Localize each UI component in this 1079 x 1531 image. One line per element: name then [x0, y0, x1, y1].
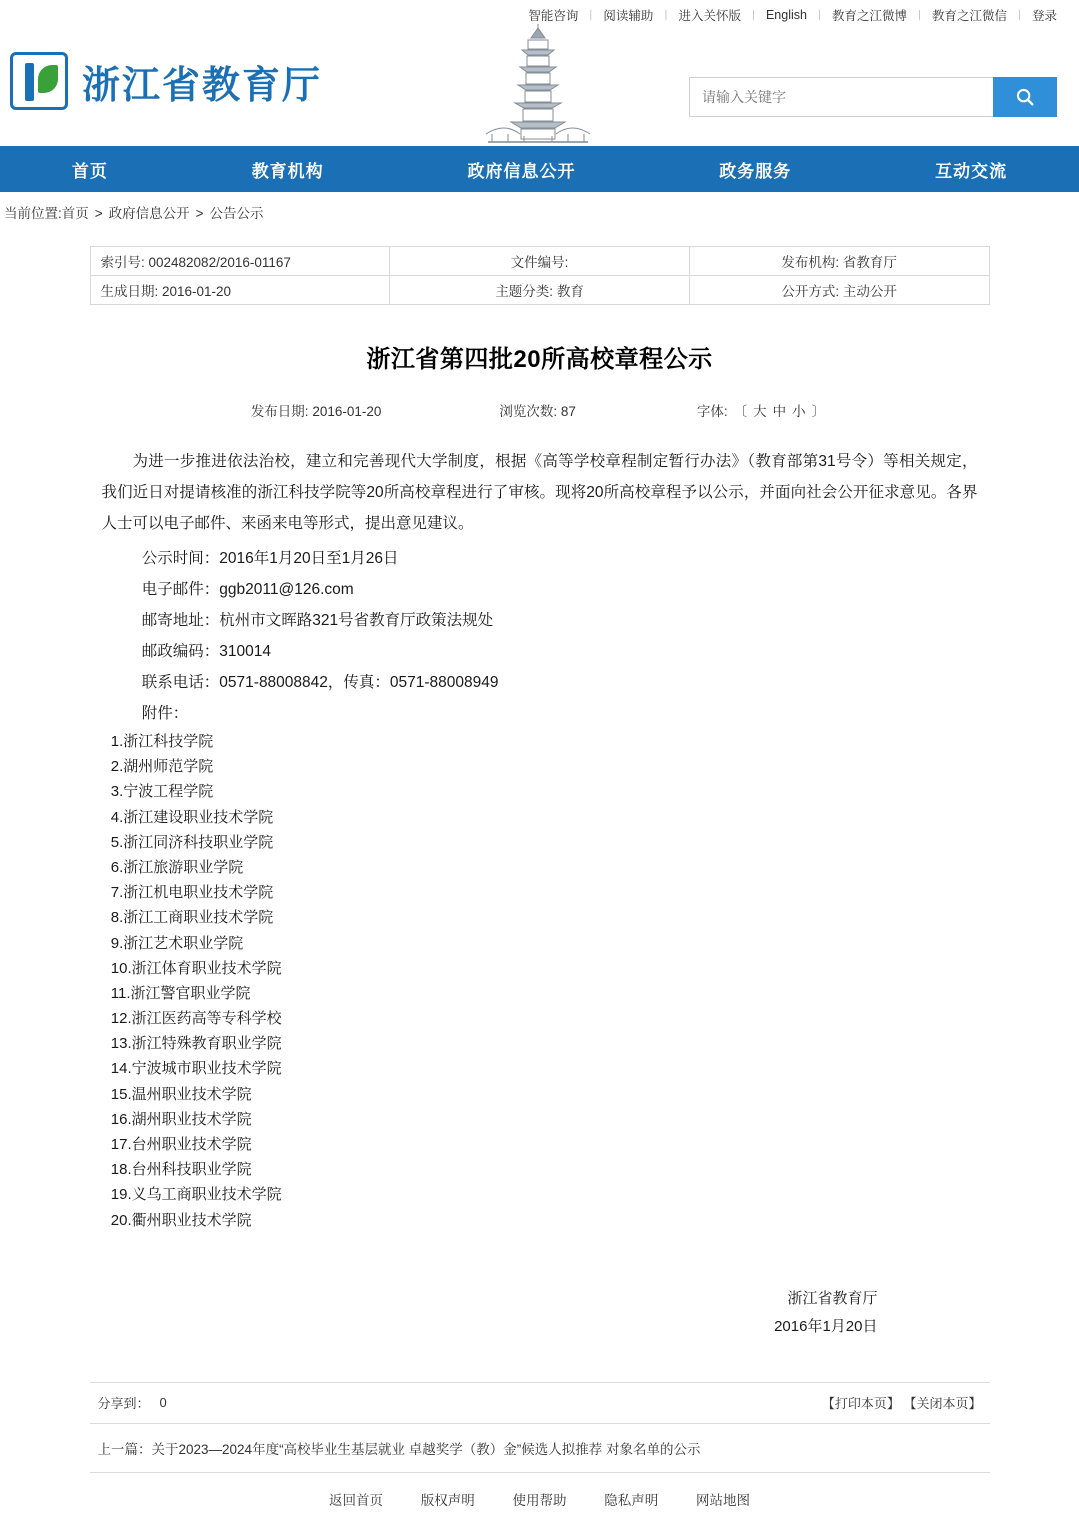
list-item[interactable]: 17.台州职业技术学院: [110, 1136, 252, 1153]
list-item[interactable]: 11.浙江警官职业学院: [110, 984, 251, 1002]
list-item[interactable]: 1.浙江科技学院: [110, 733, 214, 750]
list-item[interactable]: 20.衢州职业技术学院: [110, 1211, 252, 1229]
bracket-right: 〕: [811, 404, 826, 419]
footer-link-sitemap[interactable]: 网站地图: [696, 1492, 751, 1508]
site-logo[interactable]: [10, 52, 322, 110]
article-body: [90, 446, 990, 1342]
signoff-date: 2016年1月20日: [774, 1318, 878, 1336]
share-label: 分享到：: [97, 1396, 150, 1412]
list-item[interactable]: 16.湖州职业技术学院: [110, 1110, 252, 1128]
breadcrumb-separator: >: [94, 206, 103, 221]
site-header: [0, 24, 1079, 146]
meta-creation-date: 生成日期: 2016-01-20: [90, 276, 390, 305]
list-item[interactable]: 4.浙江建设职业技术学院: [110, 808, 274, 826]
previous-article: [90, 1424, 990, 1473]
topbar-separator: 丨: [813, 10, 825, 22]
font-size-medium[interactable]: 中: [772, 404, 787, 419]
list-item[interactable]: 8.浙江工商职业技术学院: [110, 909, 274, 927]
search-input[interactable]: [689, 77, 993, 117]
search-button[interactable]: [993, 77, 1057, 117]
publish-date: 发布日期: 2016-01-20: [250, 404, 382, 419]
list-item[interactable]: 12.浙江医药高等专科学校: [110, 1010, 282, 1028]
topbar-link-english[interactable]: English: [765, 8, 807, 22]
table-row: [90, 276, 989, 305]
table-row: [90, 247, 989, 276]
list-item[interactable]: 19.义乌工商职业技术学院: [110, 1186, 282, 1204]
top-utility-bar: [0, 0, 1079, 24]
topbar-separator: 丨: [660, 10, 672, 22]
topbar-separator: 丨: [913, 10, 925, 22]
meta-publisher: 发布机构: 省教育厅: [689, 247, 989, 276]
breadcrumb-item-home[interactable]: 首页: [61, 206, 89, 221]
topbar-separator: 丨: [747, 10, 759, 22]
breadcrumb-item-announcements[interactable]: 公告公示: [209, 206, 264, 221]
info-mailing-address: 邮寄地址：杭州市文晖路321号省教育厅政策法规处: [141, 612, 494, 629]
previous-article-label: 上一篇：: [97, 1441, 152, 1457]
topbar-link-login[interactable]: 登录: [1031, 9, 1057, 23]
list-item[interactable]: 14.宁波城市职业技术学院: [110, 1060, 282, 1078]
breadcrumb: [0, 192, 1079, 230]
info-postal-code: 邮政编码：310014: [141, 643, 272, 660]
footer-link-copyright[interactable]: 版权声明: [420, 1492, 475, 1508]
font-size-label: 字体:: [696, 404, 728, 419]
info-public-period: 公示时间：2016年1月20日至1月26日: [141, 550, 399, 567]
list-item[interactable]: 5.浙江同济科技职业学院: [110, 833, 274, 851]
footer-link-privacy[interactable]: 隐私声明: [604, 1492, 659, 1508]
document-metadata-table: [90, 246, 990, 305]
list-item[interactable]: 18.台州科技职业学院: [110, 1161, 252, 1179]
font-size-control[interactable]: [694, 400, 828, 420]
topbar-link-weibo[interactable]: 教育之江微博: [831, 9, 907, 23]
footer-link-home[interactable]: 返回首页: [328, 1492, 383, 1508]
breadcrumb-item-government-info[interactable]: 政府信息公开: [108, 206, 190, 221]
signoff-organization: 浙江省教育厅: [787, 1289, 878, 1307]
nav-item-home[interactable]: 首页: [71, 161, 108, 181]
view-count: 浏览次数: 87: [499, 404, 576, 419]
list-item[interactable]: 13.浙江特殊教育职业学院: [110, 1035, 282, 1053]
info-phone: 联系电话：0571-88008842，传真：0571-88008949: [141, 674, 499, 691]
font-size-small[interactable]: 小: [792, 404, 806, 419]
previous-article-link[interactable]: 关于2023—2024年度“高校毕业生基层就业 卓越奖学（教）金”候选人拟推荐 对象名单的公示: [151, 1441, 701, 1457]
meta-file-number: 文件编号:: [390, 247, 690, 276]
article-paragraph: 为进一步推进依法治校，建立和完善现代大学制度，根据《高等学校章程制定暂行办法》（教育部第31号令）等相关规定，我们近日对提请核准的浙江科技学院等20所高校章程进行了审核。现将20所高校章程予以公示，并面向社会公开征求意见。各界人士可以电子邮件、来函来电等形式，提出意见建议。: [101, 453, 978, 532]
nav-item-institutions[interactable]: 教育机构: [251, 161, 324, 181]
search-icon: [1014, 86, 1036, 108]
nav-item-interaction[interactable]: 互动交流: [935, 161, 1008, 181]
meta-category: 主题分类: 教育: [390, 276, 690, 305]
topbar-separator: 丨: [585, 10, 597, 22]
breadcrumb-separator: >: [195, 206, 204, 221]
zhejiang-education-logo-icon: [10, 52, 68, 110]
list-item[interactable]: 6.浙江旅游职业学院: [110, 858, 244, 876]
attachment-label: 附件：: [141, 705, 189, 722]
nav-item-services[interactable]: 政务服务: [719, 161, 792, 181]
footer-link-help[interactable]: 使用帮助: [512, 1492, 567, 1508]
topbar-link-smart-consult[interactable]: 智能咨询: [528, 9, 579, 23]
footer-links: [0, 1473, 1079, 1531]
list-item[interactable]: 10.浙江体育职业技术学院: [110, 959, 282, 977]
close-page-button[interactable]: 【关闭本页】: [903, 1396, 982, 1412]
info-email: 电子邮件：ggb2011@126.com: [141, 581, 354, 598]
list-item[interactable]: 3.宁波工程学院: [110, 783, 214, 801]
print-page-button[interactable]: 【打印本页】: [821, 1396, 900, 1412]
share-count: 0: [159, 1395, 167, 1411]
list-item[interactable]: 2.湖州师范学院: [110, 758, 214, 776]
share-bar: [90, 1382, 990, 1424]
article-container: [90, 230, 990, 1342]
attachment-list: [102, 729, 978, 1233]
article-subinfo: [90, 400, 990, 420]
topbar-link-accessible-version[interactable]: 进入关怀版: [678, 9, 741, 23]
article-signoff: [102, 1285, 978, 1342]
nav-item-government-info[interactable]: 政府信息公开: [467, 161, 576, 181]
site-title: 浙江省教育厅: [82, 62, 323, 107]
search-box[interactable]: [689, 77, 1057, 117]
topbar-link-wechat[interactable]: 教育之江微信: [931, 9, 1007, 23]
main-navigation: [0, 146, 1079, 192]
topbar-link-reading-aid[interactable]: 阅读辅助: [603, 9, 654, 23]
list-item[interactable]: 15.温州职业技术学院: [110, 1085, 252, 1103]
list-item-highlighted[interactable]: 9.浙江艺术职业学院: [110, 934, 244, 952]
breadcrumb-prefix: 当前位置:: [4, 206, 62, 221]
page-title: 浙江省第四批20所高校章程公示: [366, 346, 713, 373]
list-item[interactable]: 7.浙江机电职业技术学院: [110, 884, 274, 902]
meta-index-number: 索引号: 002482082/2016-01167: [90, 247, 390, 276]
meta-disclosure-type: 公开方式: 主动公开: [689, 276, 989, 305]
bracket-left: 〔: [733, 404, 748, 419]
font-size-large[interactable]: 大: [753, 404, 767, 419]
pagoda-illustration-icon: [468, 24, 608, 152]
topbar-separator: 丨: [1013, 10, 1025, 22]
